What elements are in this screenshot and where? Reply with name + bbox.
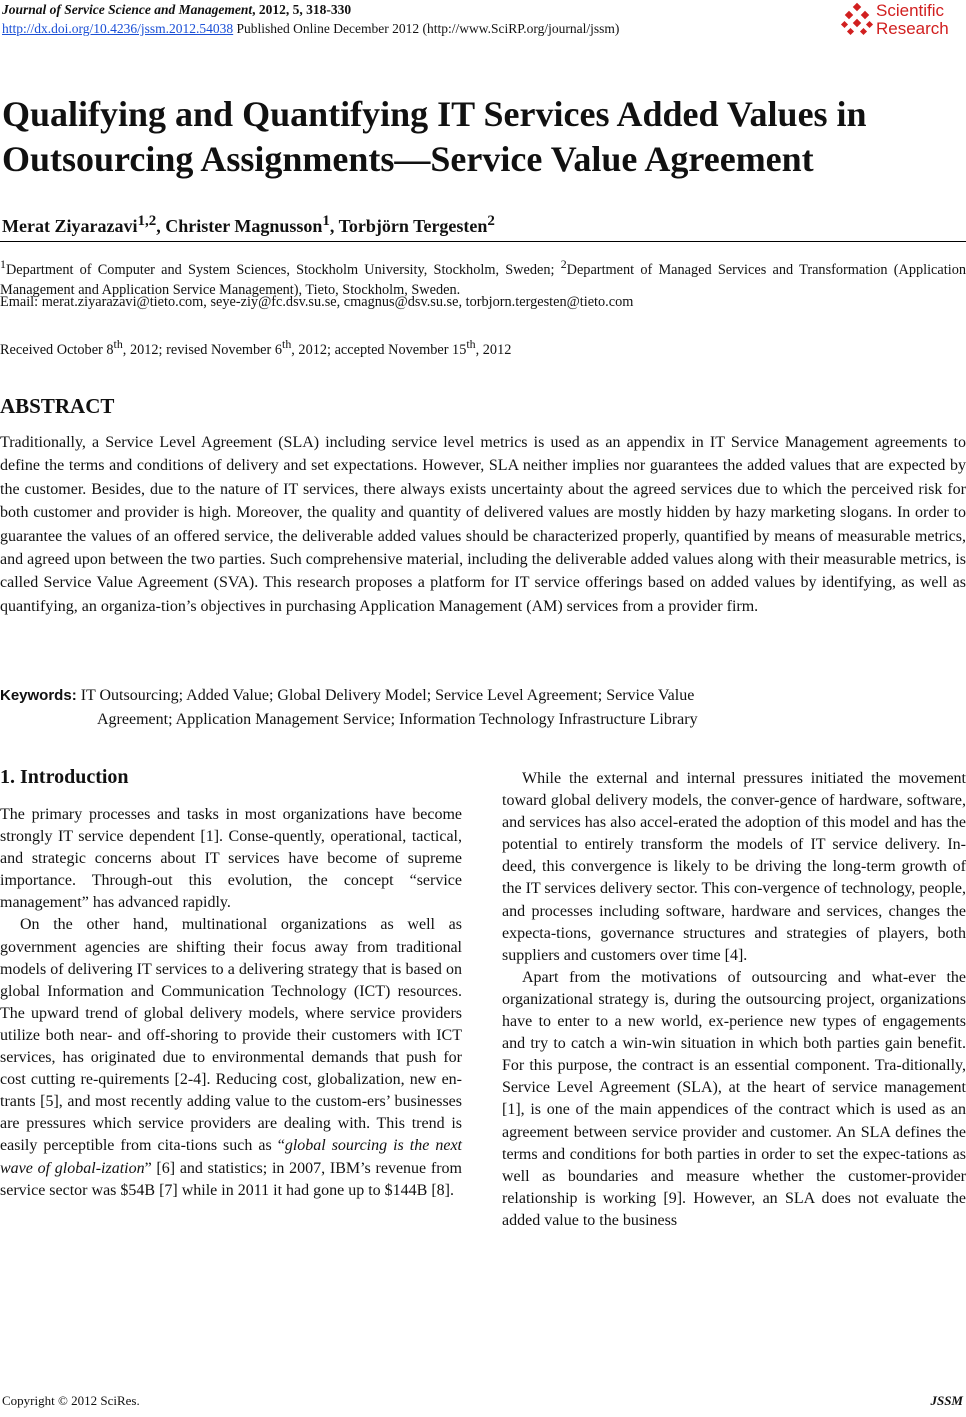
doi-line (2, 21, 619, 37)
paragraph (0, 914, 462, 1201)
right-column (502, 768, 966, 1232)
copyright: Copyright © 2012 SciRes. (2, 1393, 140, 1408)
journal-header (2, 2, 351, 18)
logo-mark-icon (840, 2, 876, 42)
affiliation-1: Department of Computer and System Sciences, Stockholm University, Stockholm, Sweden; (5, 261, 561, 278)
journal-name: Journal of Service Science and Management (2, 2, 253, 17)
revised-text: , 2012; revised November 6 (122, 341, 283, 358)
abstract-heading: ABSTRACT (0, 394, 115, 418)
logo-wordmark (876, 2, 949, 38)
paragraph: The primary processes and tasks in most organizations have become strongly IT service dependent [1]. Conse-quently, operational, tactical, and strategic concerns about IT services have become of supreme importance. Through-out this evolution, the concept “service management” has advanced rapidly. (0, 806, 462, 912)
keywords-line-2: Agreement; Application Management Service; Information Technology Infrastructure Library (97, 711, 698, 728)
author-sep: , (156, 216, 166, 236)
keywords-line-1: IT Outsourcing; Added Value; Global Delivery Model; Service Level Agreement; Service Value (76, 687, 695, 704)
author-3-affil: 2 (487, 213, 495, 229)
quotation: global sourcing is the next wave of global-ization (0, 1137, 462, 1177)
author-2-affil: 1 (322, 213, 330, 229)
affiliations (0, 254, 966, 300)
doi-link[interactable]: http://dx.doi.org/10.4236/jssm.2012.54038 (2, 21, 234, 36)
paragraph: Apart from the motivations of outsourcing and what-ever the organizational strategy is, during the outsourcing project, organizations have to enter to a new world, ex-perience new types of engagements and try to catch a win-win situation in which both parties gain benefit. For this purpose, the contract is an essential component. Tra-ditionally, Service Level Agreement (SLA), at the heart of service management [1], is one of the main appendices of the contract which is used as an agreement between service provider and customer. An SLA defines the terms and conditions for both parties in order to set the expec-tations as well as boundaries and measure whether the customer-provider relationship is working [9]. However, an SLA does not evaluate the added value to the business (502, 968, 966, 1229)
ordinal: th (113, 337, 123, 351)
affiliation-2: Department of Managed Services and Transformation (Application Management and Application Service Management), Tieto, Stockholm, Sweden. (0, 261, 966, 298)
email-line: Email: merat.ziyarazavi@tieto.com, seye-ziy@fc.dsv.su.se, cmagnus@dsv.su.se, torbjorn.tergesten@tieto.com (0, 294, 634, 310)
affil-marker: 2 (560, 257, 567, 271)
author-1-affil: 1,2 (137, 213, 157, 229)
scientific-research-logo (840, 2, 966, 42)
paragraph-text: ” [6] and statistics; in 2007, IBM’s revenue from service sector was $54B [7] while in 2011 it had gone up to $144B [8]. (0, 1159, 462, 1199)
paper-title: Qualifying and Quantifying IT Services Added Values in Outsourcing Assignments—Service Value Agreement (2, 94, 867, 179)
paragraph-text: On the other hand, multinational organizations as well as government agencies are shifting their focus away from traditional models of delivering IT services to a delivering strategy that is based on global Information and Communication Technology (ICT) resources. The upward trend of global delivery models, where service providers utilize both near- and off-shoring to provide their customers with ICT services, has originated due to environmental demands that push for cost cutting re-quirements [2-4]. Reducing cost, globalization, new en-trants [5], and most recently adding value to the custom-ers’ businesses are pressures which service providers are dealing with. This trend is easily perceptible from cita-tions such as “ (0, 916, 462, 1155)
keywords (0, 684, 966, 732)
accepted-text: , 2012; accepted November 15 (291, 341, 467, 358)
author-2: Christer Magnusson (165, 216, 323, 236)
logo-line2: Research (876, 19, 949, 38)
volume-info: , 2012, 5, 318-330 (252, 2, 352, 17)
received-dates (0, 337, 511, 359)
title-divider (0, 241, 966, 242)
author-sep: , (329, 216, 339, 236)
received-text: Received October 8 (0, 341, 114, 358)
affil-marker: 1 (0, 257, 6, 271)
accepted-year: , 2012 (475, 341, 512, 358)
ordinal: th (282, 337, 292, 351)
section-heading: 1. Introduction (0, 766, 129, 788)
paragraph: While the external and internal pressures initiated the movement toward global delivery models, the conver-gence of hardware, software, and services has also accel-erated the adoption of this model and has the potential to entirely transform the models of IT service delivery. In-deed, this convergence is likely to be driving the long-term growth of the IT services delivery sector. This con-vergence of technology, people, and processes including software, hardware and services, changes the expecta-tions, governance structures and strategies of players, both suppliers and customers over time [4]. (502, 770, 966, 964)
keywords-label: Keywords: (0, 687, 77, 704)
left-column (0, 804, 462, 1202)
author-3: Torbjörn Tergesten (338, 216, 488, 236)
author-list (2, 213, 495, 237)
published-info: Published Online December 2012 (http://www.SciRP.org/journal/jssm) (233, 21, 620, 36)
journal-abbreviation: JSSM (930, 1393, 963, 1408)
ordinal: th (466, 337, 476, 351)
author-1: Merat Ziyarazavi (2, 216, 138, 236)
abstract-body: Traditionally, a Service Level Agreement (SLA) including service level metrics is used as an appendix in IT Service Management agreements to define the terms and conditions of delivery and set expectations. However, SLA neither implies nor guarantees the added values that are expected by the customer. Besides, due to the nature of IT services, there always exists uncertainty about the agreed services due to which the perceived risk for both customer and provider is high. Moreover, the quality and quantity of delivered values are mostly hidden by hazy marketing slogans. In order to guarantee the values of an offered service, the deliverable added values should be characterized properly, quantified by means of measurable metrics, and agreed upon between the two parties. Such comprehensive material, including the deliverable added values along with their measurable metrics, is called Service Value Agreement (SVA). This research proposes a platform for IT service offerings based on added values by identifying, as well as quantifying, an organiza-tion’s objectives in purchasing Application Management (AM) services from a provider firm. (0, 434, 966, 615)
logo-line1: Scientific (876, 1, 945, 20)
